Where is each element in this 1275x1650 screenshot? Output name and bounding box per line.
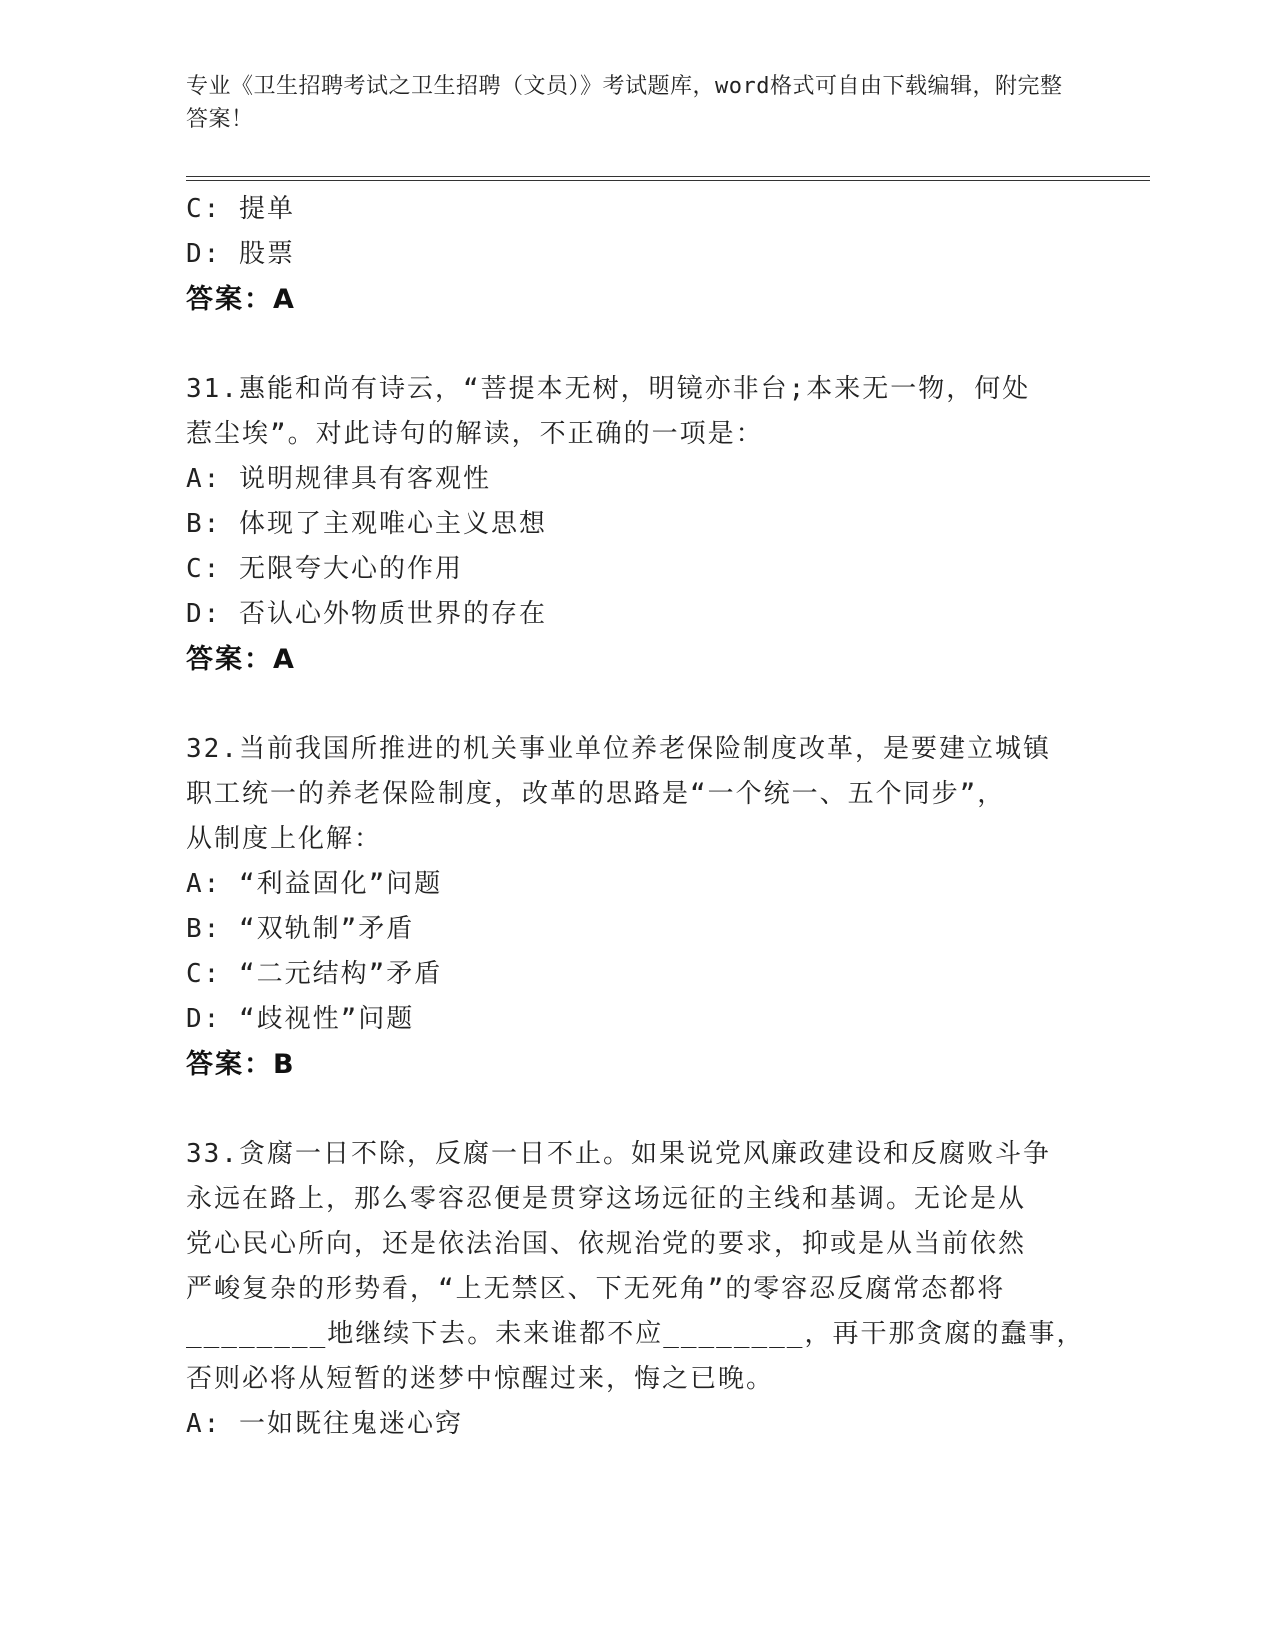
question-33 xyxy=(186,1132,1085,1447)
spacer xyxy=(186,1087,1076,1132)
spacer xyxy=(186,322,1076,367)
q31-stem-line-2: 惹尘埃”。对此诗句的解读，不正确的一项是： xyxy=(186,419,764,449)
q33-stem-line-4: 严峻复杂的形势看，“上无禁区、下无死角”的零容忍反腐常态都将 xyxy=(186,1274,1006,1304)
q31-option-b: B: 体现了主观唯心主义思想 xyxy=(186,509,547,539)
q32-option-a: A: “利益固化”问题 xyxy=(186,869,443,899)
q31-option-a: A: 说明规律具有客观性 xyxy=(186,464,491,494)
question-content xyxy=(186,187,1085,1447)
question-32 xyxy=(186,727,1076,1087)
q32-option-d: D: “歧视性”问题 xyxy=(186,1004,415,1034)
q30-option-c: C: 提单 xyxy=(186,194,295,224)
q32-answer: 答案：B xyxy=(186,1049,296,1080)
question-30 xyxy=(186,187,1076,322)
question-31 xyxy=(186,367,1076,682)
q31-option-c: C: 无限夸大心的作用 xyxy=(186,554,463,584)
header-divider-bottom xyxy=(186,180,1150,181)
q31-answer: 答案：A xyxy=(186,644,296,675)
q32-option-c: C: “二元结构”矛盾 xyxy=(186,959,443,989)
q30-option-d: D: 股票 xyxy=(186,239,295,269)
q32-option-b: B: “双轨制”矛盾 xyxy=(186,914,415,944)
q33-stem-line-3: 党心民心所向，还是依法治国、依规治党的要求，抑或是从当前依然 xyxy=(186,1229,1027,1259)
document-header: 专业《卫生招聘考试之卫生招聘（文员）》考试题库，word格式可自由下载编辑，附完整答案！ xyxy=(186,74,1063,132)
q32-stem-line-3: 从制度上化解： xyxy=(186,824,383,854)
q33-stem-line-6: 否则必将从短暂的迷梦中惊醒过来，悔之已晚。 xyxy=(186,1364,775,1394)
q32-stem-line-1: 32.当前我国所推进的机关事业单位养老保险制度改革，是要建立城镇 xyxy=(186,734,1051,764)
q33-stem-line-1: 33.贪腐一日不除，反腐一日不止。如果说党风廉政建设和反腐败斗争 xyxy=(186,1139,1051,1169)
q33-stem-line-2: 永远在路上，那么零容忍便是贯穿这场远征的主线和基调。无论是从 xyxy=(186,1184,1027,1214)
spacer xyxy=(186,682,1076,727)
q30-answer: 答案：A xyxy=(186,284,296,315)
q31-option-d: D: 否认心外物质世界的存在 xyxy=(186,599,547,629)
q32-stem-line-2: 职工统一的养老保险制度，改革的思路是“一个统一、五个同步”， xyxy=(186,779,1006,809)
q33-option-a: A: 一如既往鬼迷心窍 xyxy=(186,1409,463,1439)
q31-stem-line-1: 31.惠能和尚有诗云，“菩提本无树，明镜亦非台;本来无一物，何处 xyxy=(186,374,1031,404)
q33-stem-line-5: ________地继续下去。未来谁都不应________，再干那贪腐的蠢事， xyxy=(186,1319,1085,1349)
header-divider-top xyxy=(186,176,1150,177)
